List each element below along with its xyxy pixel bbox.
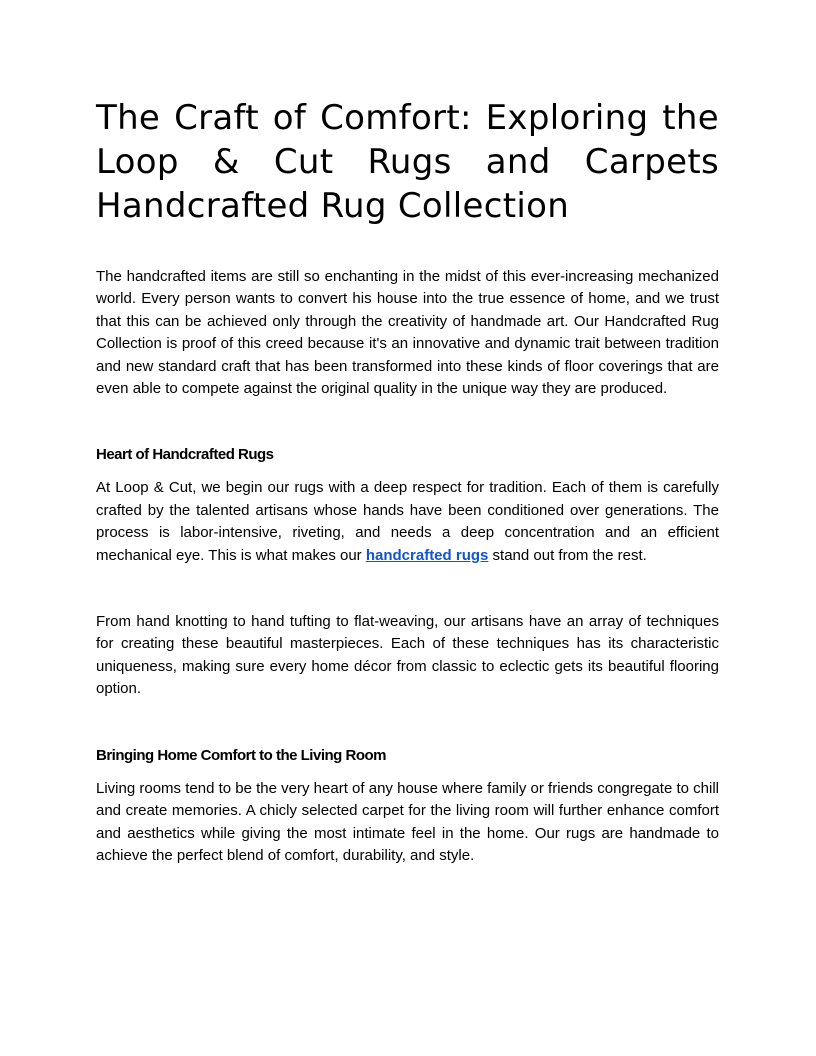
intro-paragraph: The handcrafted items are still so enchanting in the midst of this ever-increasing mechanized world. Every person wants to convert his house into the true essence of home, and we trust that this can be achieved only through the creativity of handmade art. Our Handcrafted Rug Collection is proof of this creed because it's an innovative and dynamic trait between tradition and new standard craft that has been transformed into these kinds of floor coverings that are even able to compete against the original quality in the unique way they are produced. <box>96 268 719 398</box>
section-1-paragraph-1 <box>96 477 719 567</box>
section-1-paragraph-1-text-before-link: At Loop & Cut, we begin our rugs with a deep respect for tradition. Each of them is carefully crafted by the talented artisans whose hands have been conditioned over generations. The process is labor-intensive, riveting, and needs a deep concentration and an efficient mechanical eye. This is what makes our <box>96 479 719 564</box>
handcrafted-rugs-link[interactable]: handcrafted rugs <box>365 546 489 564</box>
section-1-paragraph-2: From hand knotting to hand tufting to flat-weaving, our artisans have an array of techniques for creating these beautiful masterpieces. Each of these techniques has its characteristic uniqueness, making sure every home décor from classic to eclectic gets its beautiful flooring option. <box>96 613 719 698</box>
document-page <box>96 96 719 867</box>
document-title: The Craft of Comfort: Exploring the Loop & Cut Rugs and Carpets Handcrafted Rug Collection <box>96 98 719 226</box>
section-heading-bringing-home-comfort: Bringing Home Comfort to the Living Room <box>96 746 386 764</box>
section-2-paragraph-1: Living rooms tend to be the very heart of any house where family or friends congregate to chill and create memories. A chicly selected carpet for the living room will further enhance comfort and aesthetics while giving the most intimate feel in the home. Our rugs are handmade to achieve the perfect blend of comfort, durability, and style. <box>96 779 719 864</box>
section-heading-heart-of-handcrafted-rugs: Heart of Handcrafted Rugs <box>96 446 274 464</box>
section-1-paragraph-1-text-after-link: stand out from the rest. <box>488 546 647 564</box>
